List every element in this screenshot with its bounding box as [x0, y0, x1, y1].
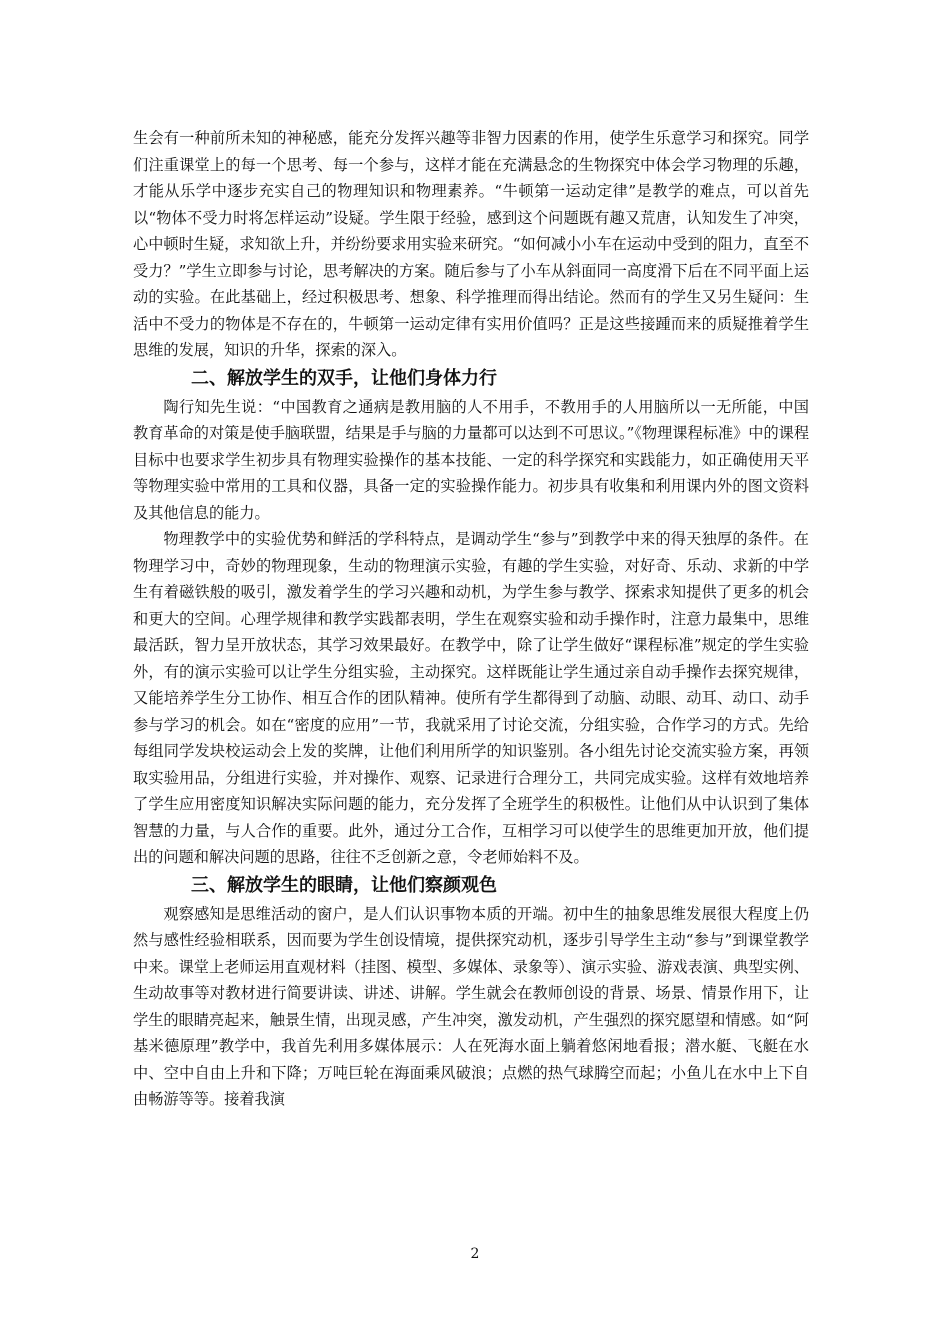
paragraph-tao-xingzhi: 陶行知先生说：“中国教育之通病是教用脑的人不用手，不教用手的人用脑所以一无所能，中国教育革命的对策是使手脑联盟，结果是手与脑的力量都可以达到不可思议。”《物理课程标准》中的课程目标中也要求学生初步具有物理实验操作的基本技能、一定的科学探究和实践能力，如正确使用天平等物理实验中常用的工具和仪器，具备一定的实验操作能力。初步具有收集和利用课内外的图文资料及其他信息的能力。: [133, 397, 810, 522]
page-number: 2: [470, 1246, 480, 1262]
paragraph-observation: 观察感知是思维活动的窗户，是人们认识事物本质的开端。初中生的抽象思维发展很大程度上仍然与感性经验相联系，因而要为学生创设情境，提供探究动机，逐步引导学生主动“参与”到课堂教学中来。课堂上老师运用直观材料（挂图、模型、多媒体、录象等）、演示实验、游戏表演、典型实例、生动故事等对教材进行简要讲读、讲述、讲解。学生就会在教师创设的背景、场景、情景作用下，让学生的眼睛亮起来，触景生情，出现灵感，产生冲突，激发动机，产生强烈的探究愿望和情感。如“阿基米德原理”教学中，我首先利用多媒体展示：人在死海水面上躺着悠闲地看报；潜水艇、飞艇在水中、空中自由上升和下降；万吨巨轮在海面乘风破浪；点燃的热气球腾空而起；小鱼儿在水中上下自由畅游等等。接着我演: [133, 904, 810, 1108]
paragraph-experiments: 物理教学中的实验优势和鲜活的学科特点，是调动学生“参与”到教学中来的得天独厚的条件。在物理学习中，奇妙的物理现象，生动的物理演示实验，有趣的学生实验，对好奇、乐动、求新的中学生有着磁铁般的吸引，激发着学生的学习兴趣和动机，为学生参与教学、探索求知提供了更多的机会和更大的空间。心理学规律和教学实践都表明，学生在观察实验和动手操作时，注意力最集中，思维最活跃，智力呈开放状态，其学习效果最好。在教学中，除了让学生做好“课程标准”规定的学生实验外，有的演示实验可以让学生分组实验，主动探究。这样既能让学生通过亲自动手操作去探究规律，又能培养学生分工协作、相互合作的团队精神。使所有学生都得到了动脑、动眼、动耳、动口、动手参与学习的机会。如在“密度的应用”一节，我就采用了讨论交流，分组实验，合作学习的方式。先给每组同学发块校运动会上发的奖牌，让他们利用所学的知识鉴别。各小组先讨论交流实验方案，再领取实验用品，分组进行实验，并对操作、观察、记录进行合理分工，共同完成实验。这样有效地培养了学生应用密度知识解决实际问题的能力，充分发挥了全班学生的积极性。让他们从中认识到了集体智慧的力量，与人合作的重要。此外，通过分工合作，互相学习可以使学生的思维更加开放，他们提出的问题和解决问题的思路，往往不乏创新之意，令老师始料不及。: [133, 530, 809, 866]
page-content: [133, 125, 809, 1113]
section-heading-eyes: 三、解放学生的眼睛，让他们察颜观色: [191, 874, 497, 896]
section-heading-hands: 二、解放学生的双手，让他们身体力行: [191, 367, 497, 389]
paragraph-intro-continuation: 生会有一种前所未知的神秘感，能充分发挥兴趣等非智力因素的作用，使学生乐意学习和探究。同学们注重课堂上的每一个思考、每一个参与，这样才能在充满悬念的生物探究中体会学习物理的乐趣，才能从乐学中逐步充实自己的物理知识和物理素养。“牛顿第一运动定律”是教学的难点，可以首先以“物体不受力时将怎样运动”设疑。学生限于经验，感到这个问题既有趣又荒唐，认知发生了冲突，心中顿时生疑，求知欲上升，并纷纷要求用实验来研究。“如何减小小车在运动中受到的阻力，直至不受力？”学生立即参与讨论，思考解决的方案。随后参与了小车从斜面同一高度滑下后在不同平面上运动的实验。在此基础上，经过积极思考、想象、科学推理而得出结论。然而有的学生又另生疑问：生活中不受力的物体是不存在的，牛顿第一运动定律有实用价值吗？正是这些接踵而来的质疑推着学生思维的发展，知识的升华，探索的深入。: [133, 129, 810, 359]
